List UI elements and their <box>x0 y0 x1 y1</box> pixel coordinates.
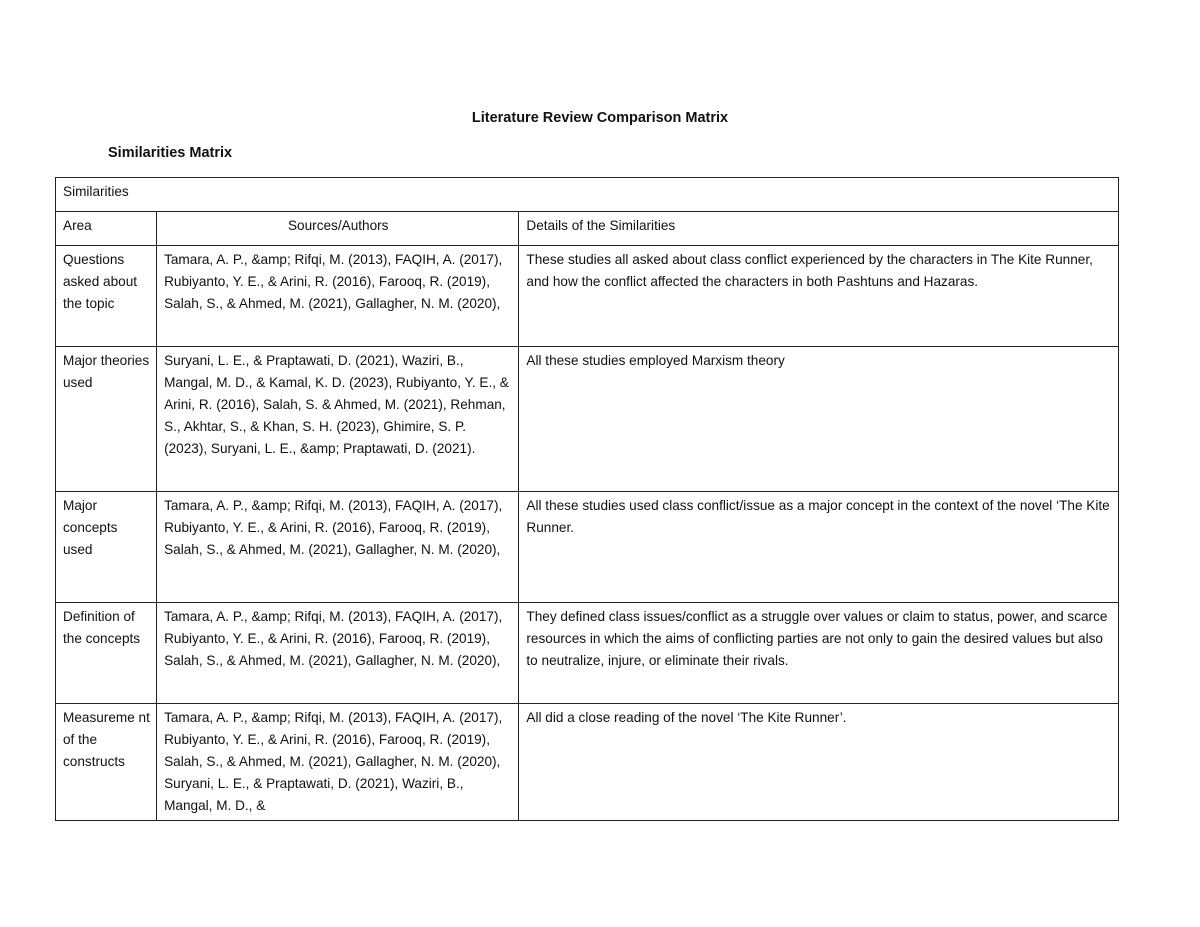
section-title: Similarities Matrix <box>108 145 233 161</box>
header-area: Area <box>56 212 157 246</box>
table-row <box>56 246 1119 347</box>
row-area-cell: Measureme nt of the constructs <box>56 704 157 821</box>
table-row <box>56 603 1119 704</box>
row-sources-cell: Tamara, A. P., &amp; Rifqi, M. (2013), FAQIH, A. (2017), Rubiyanto, Y. E., & Arini, R. (2016), Farooq, R. (2019), Salah, S., & Ahmed, M. (2021), Gallagher, N. M. (2020), Suryani, L. E., & Praptawati, D. (2021), Waziri, B., Mangal, M. D., & <box>157 704 519 821</box>
row-details-cell: All did a close reading of the novel ‘The Kite Runner’. <box>519 704 1119 821</box>
row-area-cell: Major theories used <box>56 347 157 492</box>
table-banner: Similarities <box>56 178 1119 212</box>
row-sources-cell: Suryani, L. E., & Praptawati, D. (2021), Waziri, B., Mangal, M. D., & Kamal, K. D. (2023), Rubiyanto, Y. E., & Arini, R. (2016), Salah, S. & Ahmed, M. (2021), Rehman, S., Akhtar, S., & Khan, S. H. (2023), Ghimire, S. P. (2023), Suryani, L. E., &amp; Praptawati, D. (2021). <box>157 347 519 492</box>
row-details-cell: They defined class issues/conflict as a struggle over values or claim to status, power, and scarce resources in which the aims of conflicting parties are not only to gain the desired values but also to neutralize, injure, or eliminate their rivals. <box>519 603 1119 704</box>
row-area-cell: Questions asked about the topic <box>56 246 157 347</box>
header-details: Details of the Similarities <box>519 212 1119 246</box>
row-details-cell: All these studies used class conflict/issue as a major concept in the context of the novel ‘The Kite Runner. <box>519 492 1119 603</box>
row-area-cell: Definition of the concepts <box>56 603 157 704</box>
row-details-cell: These studies all asked about class conflict experienced by the characters in The Kite Runner, and how the conflict affected the characters in both Pashtuns and Hazaras. <box>519 246 1119 347</box>
table-row <box>56 347 1119 492</box>
row-sources-cell: Tamara, A. P., &amp; Rifqi, M. (2013), FAQIH, A. (2017), Rubiyanto, Y. E., & Arini, R. (2016), Farooq, R. (2019), Salah, S., & Ahmed, M. (2021), Gallagher, N. M. (2020), <box>157 492 519 603</box>
table-banner-row <box>56 178 1119 212</box>
row-details-cell: All these studies employed Marxism theory <box>519 347 1119 492</box>
table-row <box>56 704 1119 821</box>
table-row <box>56 492 1119 603</box>
table-header-row <box>56 212 1119 246</box>
row-area-cell: Major concepts used <box>56 492 157 603</box>
document-title: Literature Review Comparison Matrix <box>471 110 729 126</box>
header-sources: Sources/Authors <box>157 212 519 246</box>
similarities-matrix-table <box>55 177 1119 821</box>
row-sources-cell: Tamara, A. P., &amp; Rifqi, M. (2013), FAQIH, A. (2017), Rubiyanto, Y. E., & Arini, R. (2016), Farooq, R. (2019), Salah, S., & Ahmed, M. (2021), Gallagher, N. M. (2020), <box>157 246 519 347</box>
row-sources-cell: Tamara, A. P., &amp; Rifqi, M. (2013), FAQIH, A. (2017), Rubiyanto, Y. E., & Arini, R. (2016), Farooq, R. (2019), Salah, S., & Ahmed, M. (2021), Gallagher, N. M. (2020), <box>157 603 519 704</box>
